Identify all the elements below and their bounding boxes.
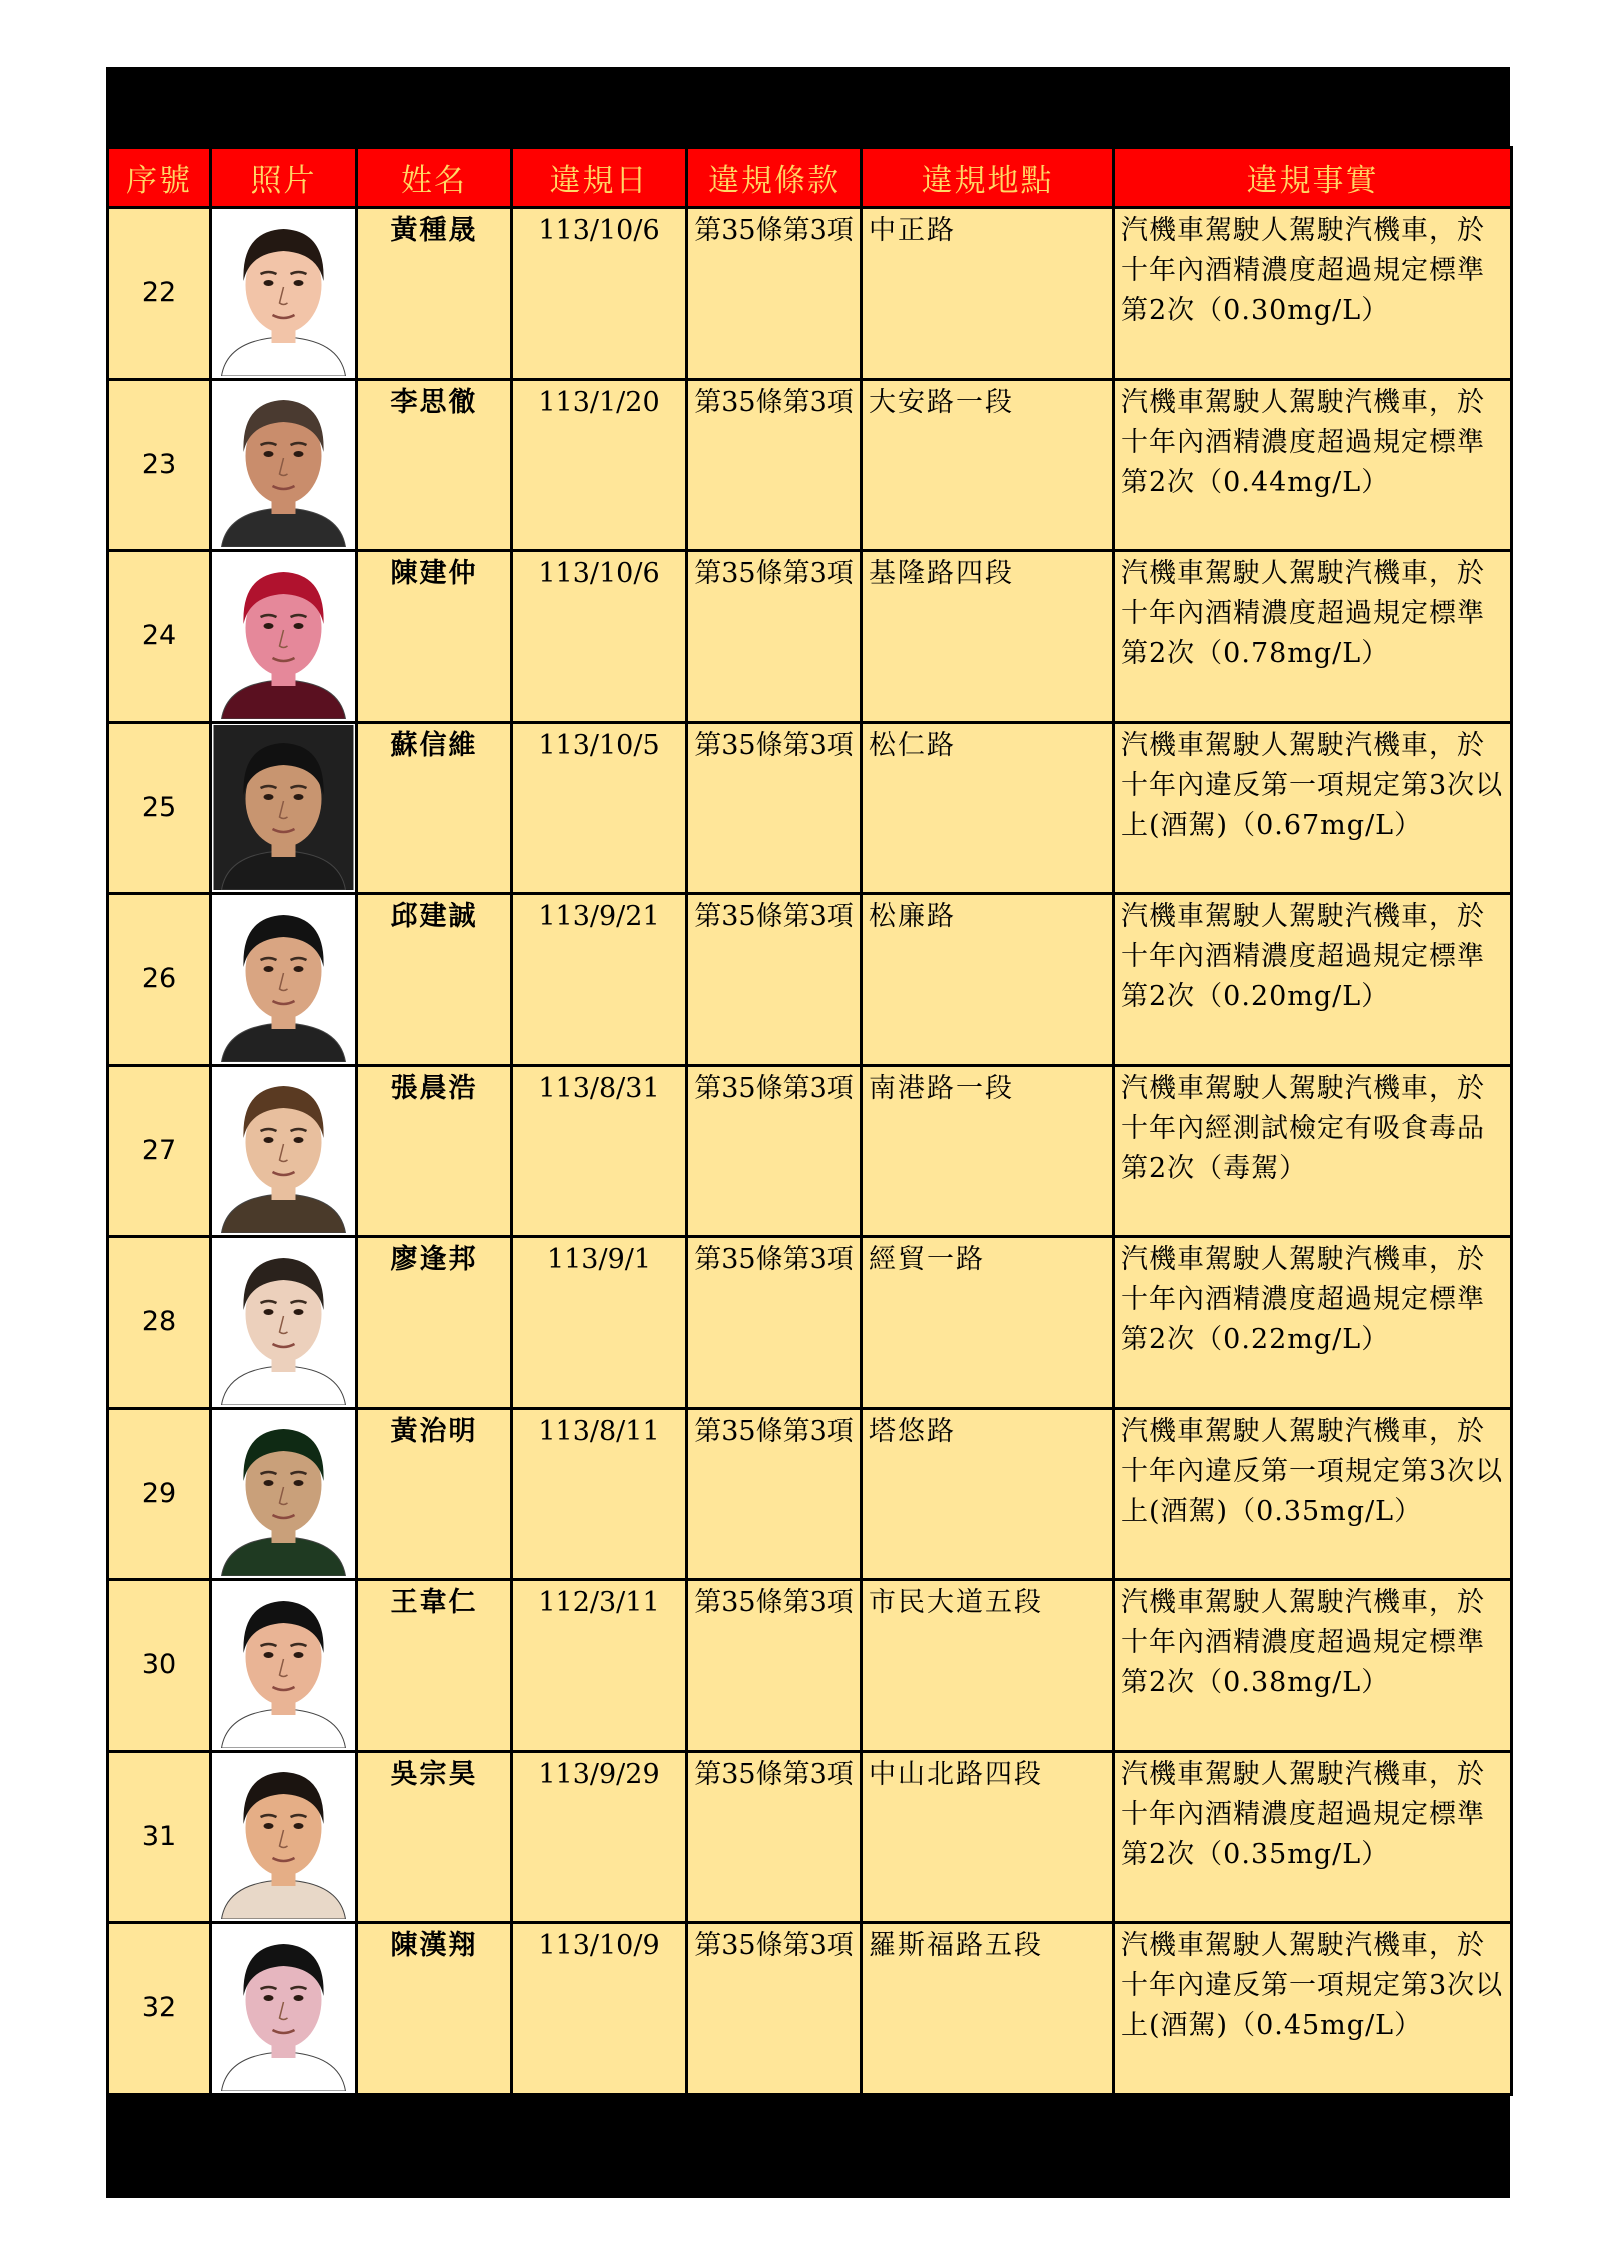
violation-date: 113/10/9	[512, 1923, 687, 2095]
photo-cell	[211, 208, 357, 380]
violation-clause: 第35條第3項	[687, 1065, 862, 1237]
person-name: 黃治明	[357, 1408, 512, 1580]
photo-cell	[211, 1751, 357, 1923]
violation-date: 113/9/29	[512, 1751, 687, 1923]
header-fact: 違規事實	[1114, 148, 1512, 208]
violation-date: 113/9/1	[512, 1237, 687, 1409]
mugshot-photo	[212, 1583, 355, 1748]
person-name: 陳建仲	[357, 551, 512, 723]
violation-location: 大安路一段	[862, 379, 1114, 551]
person-name: 邱建誠	[357, 894, 512, 1066]
row-number: 31	[108, 1751, 211, 1923]
person-name: 廖逢邦	[357, 1237, 512, 1409]
violation-date: 113/10/6	[512, 208, 687, 380]
mugshot-photo	[212, 1754, 355, 1919]
violation-date: 113/8/31	[512, 1065, 687, 1237]
table-header-row	[108, 148, 1512, 208]
row-number: 24	[108, 551, 211, 723]
violation-location: 南港路一段	[862, 1065, 1114, 1237]
row-number: 26	[108, 894, 211, 1066]
photo-cell	[211, 1237, 357, 1409]
table-row	[108, 379, 1512, 551]
table-row	[108, 208, 1512, 380]
row-number: 22	[108, 208, 211, 380]
violation-clause: 第35條第3項	[687, 894, 862, 1066]
violation-date: 113/8/11	[512, 1408, 687, 1580]
header-no: 序號	[108, 148, 211, 208]
mugshot-photo	[212, 1240, 355, 1405]
header-photo: 照片	[211, 148, 357, 208]
mugshot-photo	[212, 211, 355, 376]
row-number: 27	[108, 1065, 211, 1237]
row-number: 30	[108, 1580, 211, 1752]
violators-table	[106, 146, 1513, 2096]
violation-clause: 第35條第3項	[687, 551, 862, 723]
mugshot-photo	[212, 725, 355, 890]
photo-cell	[211, 1580, 357, 1752]
photo-cell	[211, 722, 357, 894]
photo-cell	[211, 1408, 357, 1580]
violation-fact: 汽機車駕駛人駕駛汽機車，於十年內酒精濃度超過規定標準第2次（0.22mg/L）	[1114, 1237, 1512, 1409]
mugshot-photo	[212, 1926, 355, 2091]
violation-date: 113/9/21	[512, 894, 687, 1066]
violation-fact: 汽機車駕駛人駕駛汽機車，於十年內酒精濃度超過規定標準第2次（0.20mg/L）	[1114, 894, 1512, 1066]
mugshot-photo	[212, 1068, 355, 1233]
person-name: 蘇信維	[357, 722, 512, 894]
violation-clause: 第35條第3項	[687, 379, 862, 551]
violation-location: 塔悠路	[862, 1408, 1114, 1580]
violation-clause: 第35條第3項	[687, 1237, 862, 1409]
violation-fact: 汽機車駕駛人駕駛汽機車，於十年內酒精濃度超過規定標準第2次（0.38mg/L）	[1114, 1580, 1512, 1752]
table-row	[108, 1237, 1512, 1409]
person-name: 陳漢翔	[357, 1923, 512, 2095]
table-row	[108, 1065, 1512, 1237]
table-row	[108, 1580, 1512, 1752]
table-row	[108, 1751, 1512, 1923]
table-row	[108, 894, 1512, 1066]
photo-cell	[211, 1065, 357, 1237]
violation-location: 經貿一路	[862, 1237, 1114, 1409]
violation-clause: 第35條第3項	[687, 722, 862, 894]
photo-cell	[211, 1923, 357, 2095]
violation-date: 113/10/5	[512, 722, 687, 894]
violation-date: 113/10/6	[512, 551, 687, 723]
violation-clause: 第35條第3項	[687, 1923, 862, 2095]
violation-fact: 汽機車駕駛人駕駛汽機車，於十年內酒精濃度超過規定標準第2次（0.44mg/L）	[1114, 379, 1512, 551]
row-number: 23	[108, 379, 211, 551]
header-date: 違規日	[512, 148, 687, 208]
violation-location: 羅斯福路五段	[862, 1923, 1114, 2095]
person-name: 黃種晟	[357, 208, 512, 380]
header-law: 違規條款	[687, 148, 862, 208]
violation-clause: 第35條第3項	[687, 208, 862, 380]
row-number: 29	[108, 1408, 211, 1580]
header-place: 違規地點	[862, 148, 1114, 208]
violation-location: 中正路	[862, 208, 1114, 380]
person-name: 王韋仁	[357, 1580, 512, 1752]
violation-fact: 汽機車駕駛人駕駛汽機車，於十年內違反第一項規定第3次以上(酒駕)（0.45mg/L）	[1114, 1923, 1512, 2095]
violation-location: 松廉路	[862, 894, 1114, 1066]
row-number: 25	[108, 722, 211, 894]
violation-fact: 汽機車駕駛人駕駛汽機車，於十年內違反第一項規定第3次以上(酒駕)（0.67mg/L）	[1114, 722, 1512, 894]
person-name: 吳宗昊	[357, 1751, 512, 1923]
person-name: 張晨浩	[357, 1065, 512, 1237]
violation-location: 中山北路四段	[862, 1751, 1114, 1923]
violation-location: 松仁路	[862, 722, 1114, 894]
row-number: 32	[108, 1923, 211, 2095]
mugshot-photo	[212, 382, 355, 547]
violation-clause: 第35條第3項	[687, 1751, 862, 1923]
header-name: 姓名	[357, 148, 512, 208]
photo-cell	[211, 894, 357, 1066]
violation-location: 基隆路四段	[862, 551, 1114, 723]
violation-clause: 第35條第3項	[687, 1408, 862, 1580]
violation-fact: 汽機車駕駛人駕駛汽機車，於十年內酒精濃度超過規定標準第2次（0.78mg/L）	[1114, 551, 1512, 723]
table-row	[108, 1408, 1512, 1580]
person-name: 李思徹	[357, 379, 512, 551]
violation-fact: 汽機車駕駛人駕駛汽機車，於十年內經測試檢定有吸食毒品第2次（毒駕）	[1114, 1065, 1512, 1237]
photo-cell	[211, 379, 357, 551]
mugshot-photo	[212, 897, 355, 1062]
table-row	[108, 1923, 1512, 2095]
mugshot-photo	[212, 1411, 355, 1576]
row-number: 28	[108, 1237, 211, 1409]
violation-fact: 汽機車駕駛人駕駛汽機車，於十年內違反第一項規定第3次以上(酒駕)（0.35mg/L）	[1114, 1408, 1512, 1580]
violation-fact: 汽機車駕駛人駕駛汽機車，於十年內酒精濃度超過規定標準第2次（0.30mg/L）	[1114, 208, 1512, 380]
photo-cell	[211, 551, 357, 723]
violation-fact: 汽機車駕駛人駕駛汽機車，於十年內酒精濃度超過規定標準第2次（0.35mg/L）	[1114, 1751, 1512, 1923]
violation-date: 113/1/20	[512, 379, 687, 551]
table-row	[108, 722, 1512, 894]
table-row	[108, 551, 1512, 723]
violation-clause: 第35條第3項	[687, 1580, 862, 1752]
violation-date: 112/3/11	[512, 1580, 687, 1752]
mugshot-photo	[212, 554, 355, 719]
violation-location: 市民大道五段	[862, 1580, 1114, 1752]
